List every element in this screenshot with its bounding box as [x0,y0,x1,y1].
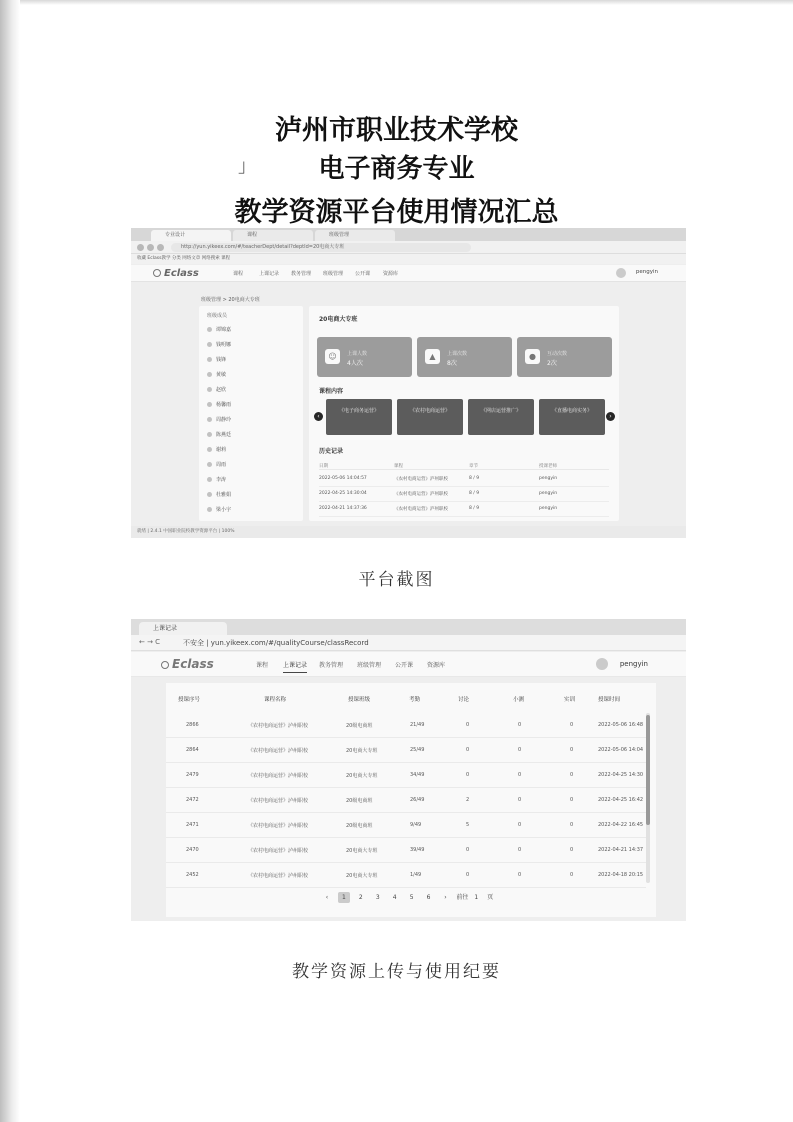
url-field[interactable]: http://yun.yikeex.com/#/teacherDept/detail?deptId=20电商大专班 [171,243,471,252]
user-icon [207,327,212,332]
page-button[interactable]: 4 [392,894,397,901]
tick-mark: 」 [238,156,256,177]
courses-section-title: 课程内容 [319,388,344,395]
eclass-logo [161,657,214,671]
user-icon [207,477,212,482]
table-row[interactable]: 2470 《农村电商运营》泸州职校 20电商大专班 39/49 0 0 0 2022-04-21 14:37 [166,838,646,863]
bookmarks-bar: 收藏 Eclass教学 分类 网络文章 网络搜索 课程 [131,254,686,264]
class-record-table [166,683,656,917]
goto-suffix: 页 [487,894,494,901]
nav-item[interactable]: 课程 [233,271,244,277]
nav-item[interactable]: 公开课 [395,662,414,669]
user-icon [207,462,212,467]
user-icon [207,507,212,512]
user-icon [207,387,212,392]
caption-class-record: 教学资源上传与使用纪要 [292,962,501,982]
browser-tab[interactable]: 上课记录 [139,622,227,635]
user-name[interactable]: pengyin [635,269,658,275]
history-row[interactable]: 2022-04-25 14:30:04 《农村电商运营》泸州职校 8 / 9 pengyin [319,488,609,502]
logo-icon [153,269,161,277]
scan-edge-top [20,0,793,5]
app-header [131,652,686,677]
next-page-button[interactable]: › [444,894,447,901]
logo-text: Eclass [164,268,199,279]
history-row[interactable]: 2022-05-06 14:04:57 《农村电商运营》泸州职校 8 / 9 pengyin [319,473,609,487]
column-header: 讨论 [458,697,470,703]
member-item[interactable]: 杨馨雨 [207,401,231,408]
table-row[interactable]: 2864 《农村电商运营》泸州职校 20电商大专班 25/49 0 0 0 2022-05-06 14:04 [166,738,646,763]
browser-tabstrip [131,228,686,241]
status-bar: 就绪 | 2.4.1 中国职业院校教学资源平台 | 100% [131,526,686,538]
logo-icon [161,661,169,669]
table-row[interactable]: 2452 《农村电商运营》泸州职校 20电商大专班 1/49 0 0 0 2022-04-18 20:15 [166,863,646,888]
nav-item[interactable]: 公开课 [355,271,371,277]
class-detail-panel [309,306,619,521]
member-item[interactable]: 谭锦嘉 [207,326,231,333]
goto-label: 前往 [456,894,469,901]
stat-card[interactable]: ☺ 上课人数 4人次 [317,337,412,377]
member-item[interactable]: 钱锋 [207,356,226,363]
nav-item[interactable]: 课程 [256,662,269,669]
avatar[interactable] [596,658,608,670]
class-record-screenshot [131,619,686,921]
stat-card[interactable]: ● 互动次数 2次 [517,337,612,377]
document-title-line1: 泸州市职业技术学校 [275,115,518,146]
nav-item[interactable]: 班级管理 [357,662,382,669]
course-thumbnail[interactable]: 《电子商务运营》 [326,399,392,435]
user-icon [207,402,212,407]
pagination [321,892,493,904]
member-item[interactable]: 钱明娜 [207,341,231,348]
user-icon [207,342,212,347]
class-title: 20电商大专班 [319,316,358,323]
user-icon [207,417,212,422]
table-row[interactable]: 2479 《农村电商运营》泸州职校 20电商大专班 34/49 0 0 0 2022-04-25 14:30 [166,763,646,788]
table-scrollbar[interactable] [646,713,650,883]
column-header: 课程名称 [264,697,287,703]
column-header: 考勤 [409,697,421,703]
course-thumbnail[interactable]: 《直播电商实务》 [539,399,605,435]
column-header: 实训 [564,697,576,703]
nav-item[interactable]: 资源库 [383,271,399,277]
column-header: 授课序号 [178,697,201,703]
url-field[interactable]: 不安全 | yun.yikeex.com/#/qualityCourse/classRecord [183,639,369,647]
carousel-prev-icon[interactable]: ‹ [314,412,323,421]
member-item[interactable]: 赵欣 [207,386,226,393]
course-thumbnail[interactable]: 《网店运营推广》 [468,399,534,435]
address-bar [131,241,686,254]
user-icon [207,447,212,452]
graduation-cap-icon: ▲ [425,349,440,364]
browser-tabstrip [131,619,686,635]
member-item[interactable]: 梁小宇 [207,506,231,513]
page-button[interactable]: 2 [358,894,363,901]
prev-page-button[interactable]: ‹ [325,894,329,901]
member-item[interactable]: 周雨 [207,461,226,468]
member-item[interactable]: 杜雅娟 [207,491,231,498]
column-header: 授课时间 [598,697,621,703]
sidebar-title: 班级成员 [207,313,228,319]
page-button[interactable]: 5 [409,894,414,901]
caption-platform-screenshot: 平台截图 [358,570,435,590]
table-row[interactable]: 2471 《农村电商运营》泸州职校 20级电商班 9/49 5 0 0 2022-04-22 16:45 [166,813,646,838]
logo-text: Eclass [172,657,214,671]
platform-screenshot [131,228,686,538]
breadcrumb: 班级管理 > 20电商大专班 [201,297,260,303]
refresh-icon[interactable] [157,244,164,251]
course-thumbnail[interactable]: 《农村电商运营》 [397,399,463,435]
nav-item-active[interactable]: 上课记录 [283,660,307,673]
page-button-current[interactable]: 1 [338,892,350,903]
forward-icon[interactable] [147,244,154,251]
nav-item[interactable]: 资源库 [427,662,446,669]
user-icon [207,432,212,437]
member-sidebar [199,306,303,521]
page-button[interactable]: 3 [375,894,380,901]
avatar[interactable] [616,268,626,278]
user-icon [207,492,212,497]
back-forward-icons[interactable]: ← → C [139,638,161,646]
history-row[interactable]: 2022-04-21 14:37:36 《农村电商运营》泸州职校 8 / 9 pengyin [319,503,609,517]
user-icon [207,357,212,362]
member-item[interactable]: 李涛 [207,476,226,483]
stat-card[interactable]: ▲ 上课次数 8次 [417,337,512,377]
history-section-title: 历史记录 [319,448,344,455]
eclass-logo [153,268,199,279]
browser-tab[interactable]: 专业设计 [151,230,231,241]
nav-item[interactable]: 教务管理 [291,271,312,277]
table-row[interactable]: 2866 《农村电商运营》泸州职校 20级电商班 21/49 0 0 0 2022-05-06 16:48 [166,713,646,738]
back-icon[interactable] [137,244,144,251]
people-icon: ☺ [325,349,340,364]
nav-item[interactable]: 班级管理 [323,271,344,277]
column-header: 小测 [513,697,525,703]
nav-item[interactable]: 上课记录 [259,271,280,277]
user-name[interactable]: pengyin [619,660,648,668]
browser-tab[interactable]: 班级管理 [315,230,395,241]
member-item[interactable]: 谢莉 [207,446,226,453]
nav-item[interactable]: 教务管理 [319,662,344,669]
member-item[interactable]: 周静玲 [207,416,231,423]
chat-icon: ● [525,349,540,364]
browser-tab[interactable]: 课程 [233,230,313,241]
address-bar [131,635,686,651]
history-header: 日期 课程 章节 授课老师 [319,460,609,470]
document-title-line3: 教学资源平台使用情况汇总 [234,197,559,228]
carousel-next-icon[interactable]: › [606,412,615,421]
document-title-line2: 电子商务专业 [318,154,475,184]
page-button[interactable]: 6 [426,894,431,901]
user-icon [207,372,212,377]
column-header: 授课班级 [348,697,371,703]
goto-page-input[interactable]: 1 [474,894,479,901]
member-item[interactable]: 陈燕廷 [207,431,231,438]
app-header [131,265,686,282]
member-item[interactable]: 黄敏 [207,371,226,378]
table-row[interactable]: 2472 《农村电商运营》泸州职校 20级电商班 26/49 2 0 0 2022-04-25 16:42 [166,788,646,813]
